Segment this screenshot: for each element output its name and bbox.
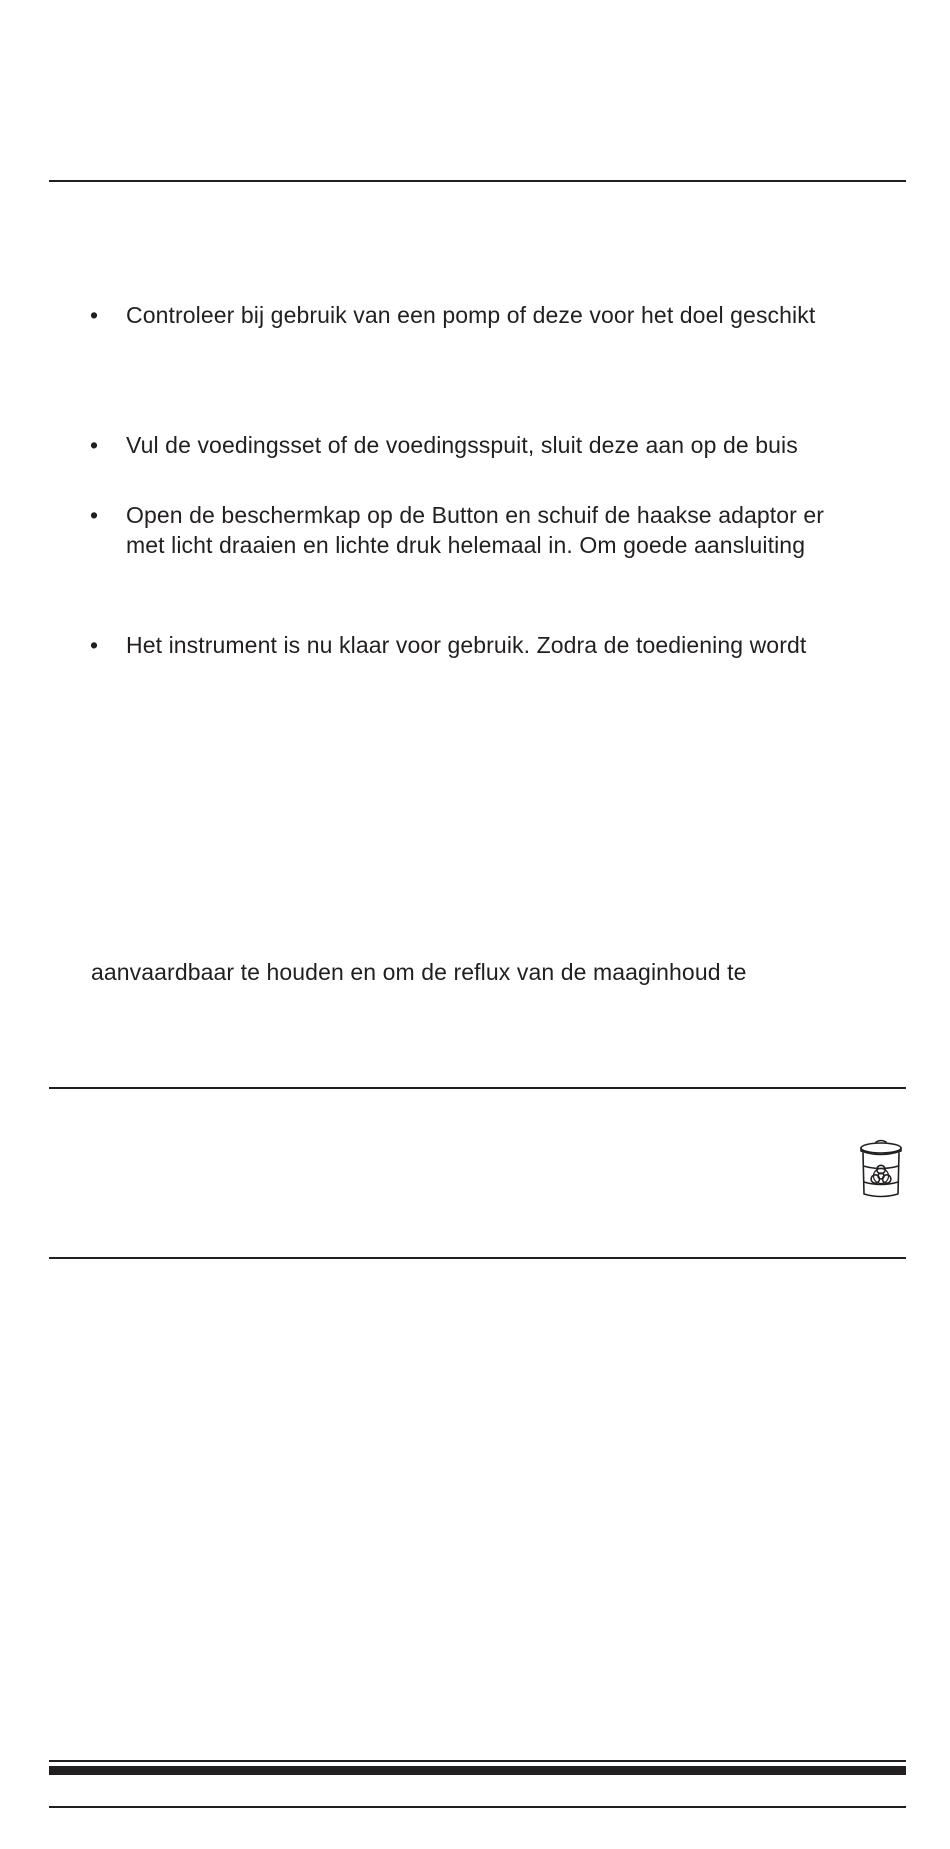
footer-rule-bottom: [49, 1806, 906, 1808]
bullet-mark: •: [90, 432, 99, 458]
bullet-text: Het instrument is nu klaar voor gebruik. Zodra de toediening wordt: [126, 632, 807, 658]
footer-rule-thin: [49, 1760, 906, 1762]
footer-rule-thick: [49, 1766, 906, 1775]
bullet-mark: •: [90, 302, 99, 328]
bullet-text: Open de beschermkap op de Button en schuif de haakse adaptor er met licht draaien en lichte druk helemaal in. Om goede aansluiting: [126, 502, 825, 558]
paragraph-reflux: aanvaardbaar te houden en om de reflux van de maaginhoud te: [91, 959, 747, 985]
section-rule-lower: [49, 1257, 906, 1259]
biohazard-waste-bin-icon: [858, 1138, 904, 1200]
bullet-text: Vul de voedingsset of de voedingsspuit, sluit deze aan op de buis: [126, 432, 798, 458]
bullet-mark: •: [90, 632, 99, 658]
bullet-text: Controleer bij gebruik van een pomp of deze voor het doel geschikt: [126, 302, 816, 328]
top-rule: [49, 180, 906, 182]
section-rule-upper: [49, 1087, 906, 1089]
bullet-mark: •: [90, 502, 99, 528]
